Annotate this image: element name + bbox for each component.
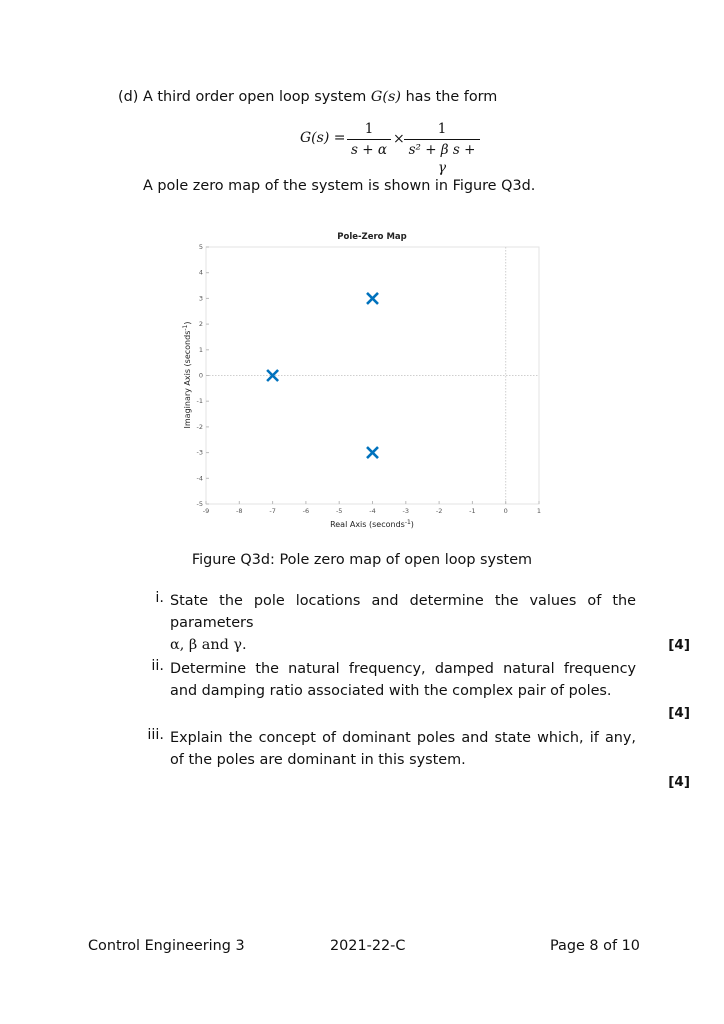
y-tick-group — [197, 243, 209, 508]
footer-course: Control Engineering 3 — [88, 938, 245, 954]
y-tick-label: -5 — [196, 500, 203, 508]
x-tick-label: -2 — [435, 507, 443, 515]
sub-question-2-number: ii. — [151, 658, 164, 674]
y-tick-label: 0 — [198, 371, 203, 380]
x-tick-label: -4 — [369, 507, 376, 515]
x-tick-label: -7 — [269, 507, 276, 515]
x-tick-label: 0 — [503, 507, 508, 515]
sub-question-3-mark: [4] — [668, 774, 690, 790]
footer-code: 2021-22-C — [330, 938, 406, 954]
map-sentence: A pole zero map of the system is shown in Figure Q3d. — [143, 178, 536, 194]
x-tick-label: -3 — [402, 507, 410, 515]
y-tick-label: -2 — [196, 422, 203, 431]
sub-question-2-mark: [4] — [668, 705, 690, 721]
sub-question-2-text: Determine the natural frequency, damped natural frequency and damping ratio associated with the complex pair of poles. — [170, 661, 636, 699]
y-tick-label: -3 — [196, 448, 203, 457]
x-axis-label: Real Axis (seconds$^{-1}$) — [330, 519, 414, 529]
y-tick-label: 3 — [198, 294, 203, 303]
y-tick-label: -4 — [196, 474, 203, 483]
fraction-2-denominator: s² + β s + γ — [408, 142, 476, 176]
x-tick-label: -1 — [469, 507, 476, 515]
question-intro-tail: has the form — [405, 89, 498, 105]
sub-question-1-mark: [4] — [668, 637, 690, 653]
fraction-2-numerator: 1 — [437, 121, 447, 137]
x-tick-label: -9 — [202, 507, 210, 515]
sub-question-1-number: i. — [155, 590, 164, 606]
y-tick-label: 1 — [198, 345, 203, 354]
pole-marker-pole-upper — [367, 293, 378, 304]
y-axis-label: Imaginary Axis (seconds$^{-1}$) — [182, 321, 192, 429]
x-tick-label: -5 — [335, 507, 343, 515]
x-tick-label: 1 — [536, 507, 542, 515]
pole-marker-pole-lower — [367, 447, 378, 458]
y-tick-label: -1 — [196, 397, 203, 406]
equation-times: × — [393, 131, 405, 147]
question-intro: A third order open loop system — [142, 89, 367, 105]
fraction-1-numerator: 1 — [364, 121, 374, 137]
figure-caption: Figure Q3d: Pole zero map of open loop system — [191, 552, 533, 568]
sub-question-1-text — [170, 590, 636, 656]
y-tick-label: 2 — [198, 320, 203, 329]
sub-question-1-text-a: State the pole locations and determine the values of the parameters — [170, 593, 636, 631]
sub-question-3-number: iii. — [147, 727, 164, 743]
x-tick-label: -6 — [302, 507, 310, 515]
y-tick-label: 4 — [198, 268, 203, 277]
x-tick-group — [203, 501, 541, 515]
fraction-1-denominator: s + α — [351, 142, 387, 158]
y-tick-label: 5 — [198, 243, 203, 251]
question-header — [118, 86, 497, 108]
sub-question-3-text: Explain the concept of dominant poles and state which, if any, of the poles are dominant in this system. — [170, 730, 636, 768]
equation-fraction-2 — [404, 120, 480, 177]
sub-question-1-text-b: α, β and γ. — [170, 637, 247, 653]
pole-markers — [267, 293, 378, 458]
equation-lhs: G(s) = — [300, 130, 346, 146]
pole-zero-map-chart — [180, 225, 550, 535]
x-tick-label: -8 — [236, 507, 243, 515]
footer-page: Page 8 of 10 — [550, 938, 640, 954]
question-symbol: G(s) — [370, 89, 401, 105]
chart-title: Pole-Zero Map — [337, 232, 407, 242]
question-label: (d) — [118, 89, 139, 105]
equation-fraction-1 — [347, 120, 391, 159]
